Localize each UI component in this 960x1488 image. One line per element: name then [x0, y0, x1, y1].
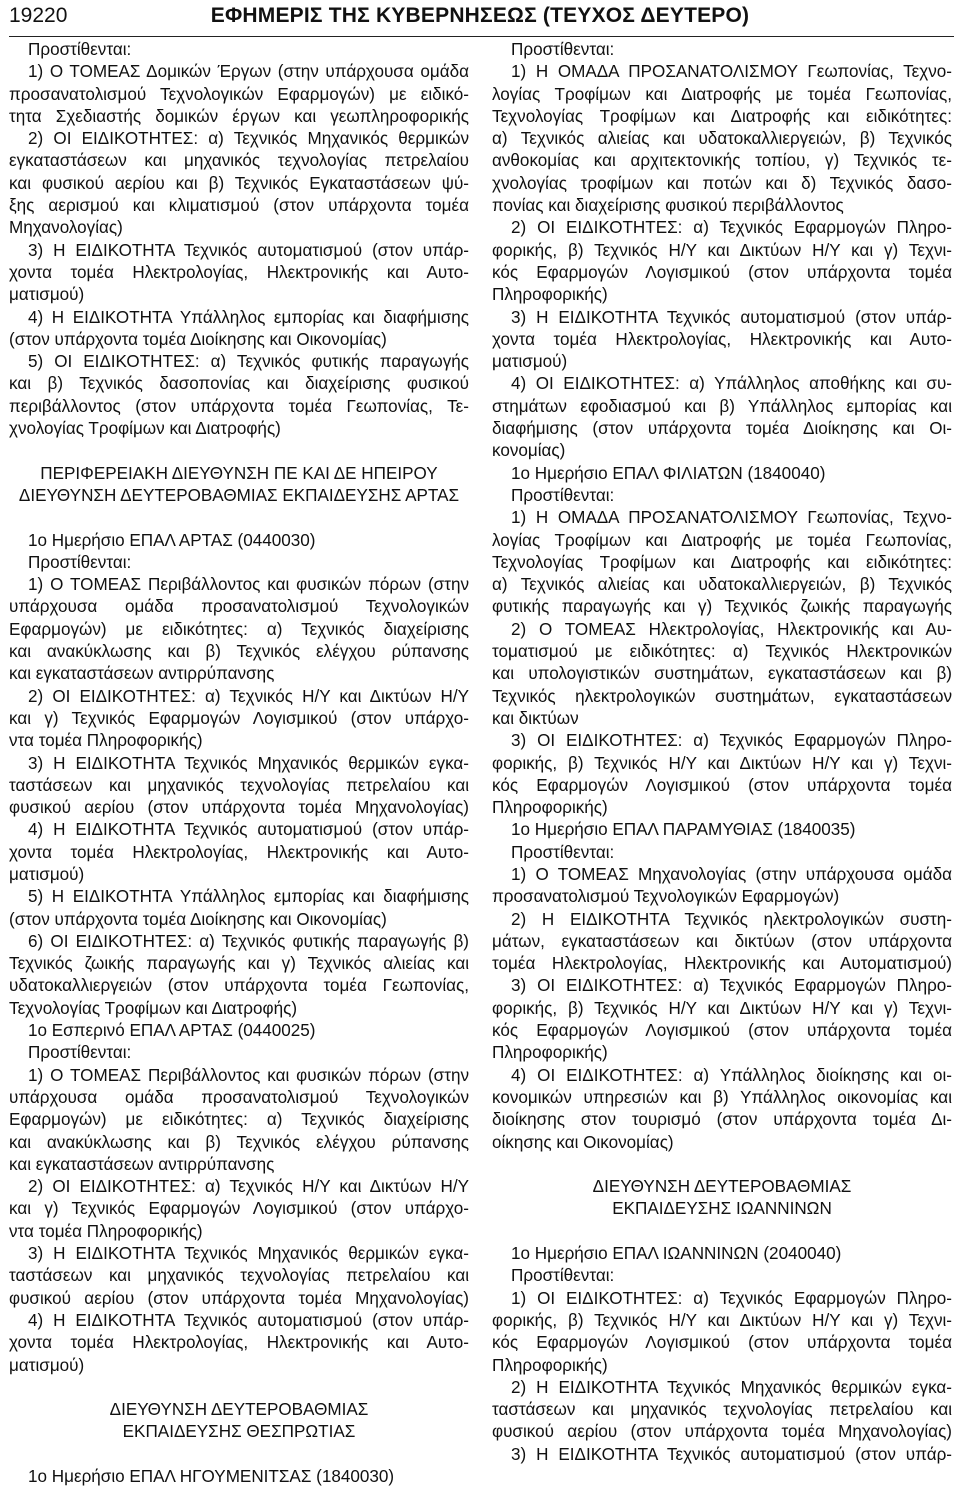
text-line: φορικής, β) Τεχνικός Η/Υ και Δικτύων Η/Υ και γ) Τεχνι- [492, 998, 952, 1018]
text-line: υπάρχουσα ομάδα προσανατολισμού Τεχνολογικών [9, 597, 469, 617]
header-rule [9, 36, 954, 37]
text-line: στημάτων εφοδιασμού και β) Υπάλληλος εμπορίας και [492, 396, 952, 416]
text-line: Προστίθενται: [28, 40, 132, 59]
text-line: φορικής, β) Τεχνικός Η/Υ και Δικτύων Η/Υ και γ) Τεχνι- [492, 1310, 952, 1330]
text-line: χνολογίας τροφίμων και ποτών και δ) Τεχνικός δασο- [492, 173, 952, 193]
text-line: 2) ΟΙ ΕΙΔΙΚΟΤΗΤΕΣ: α) Τεχνικός Μηχανικός θερμικών [28, 129, 469, 149]
text-line: οίκησης και Οικονομίας) [492, 1132, 674, 1152]
section-heading: ΠΕΡΙΦΕΡΕΙΑΚΗ ΔΙΕΥΘΥΝΣΗ ΠΕ ΚΑΙ ΔΕ ΗΠΕΙΡΟΥ [40, 463, 438, 483]
text-line: κονομίας) [492, 441, 566, 461]
text-line: και εγκαταστάσεων αντιρρύπανσης [9, 664, 275, 684]
section-heading: ΔΙΕΥΘΥΝΣΗ ΔΕΥΤΕΡΟΒΑΘΜΙΑΣ [592, 1177, 852, 1197]
text-line: 3) Η ΕΙΔΙΚΟΤΗΤΑ Τεχνικός Μηχανικός θερμικών εγκα- [28, 753, 469, 773]
text-line: λογίας Τροφίμων και Διατροφής με τομέα Γεωπονίας, [492, 84, 952, 104]
text-line: 2) Η ΕΙΔΙΚΟΤΗΤΑ Τεχνικός Μηχανικός θερμικών εγκα- [511, 1377, 952, 1397]
text-line: 2) Η ΕΙΔΙΚΟΤΗΤΑ Τεχνικός ηλεκτρολογικών συστη- [511, 909, 952, 929]
text-line: Εφαρμογών) με ειδικότητες: α) Τεχνικός διαχείρισης [9, 1110, 469, 1130]
text-line: 1) Ο ΤΟΜΕΑΣ Δομικών Έργων (στην υπάρχουσα ομάδα [28, 62, 469, 82]
text-line: και δικτύων [492, 708, 579, 728]
text-line: 1ο Ημερήσιο ΕΠΑΛ ΗΓΟΥΜΕΝΙΤΣΑΣ (1840030) [28, 1467, 395, 1486]
text-line: φυσικού αερίου (στον υπάρχοντα τομέα Μηχανολογίας) [9, 798, 469, 818]
text-line: 1) Η ΟΜΑΔΑ ΠΡΟΣΑΝΑΤΟΛΙΣΜΟΥ Γεωπονίας, Τεχνο- [511, 62, 952, 82]
text-line: 3) Η ΕΙΔΙΚΟΤΗΤΑ Τεχνικός αυτοματισμού (στον υπάρ- [28, 240, 469, 260]
section-heading: ΔΙΕΥΘΥΝΣΗ ΔΕΥΤΕΡΟΒΑΘΜΙΑΣ ΕΚΠΑΙΔΕΥΣΗΣ ΑΡΤΑΣ [18, 485, 460, 505]
text-line: 1) Ο ΤΟΜΕΑΣ Περιβάλλοντος και φυσικών πόρων (στην [28, 575, 469, 595]
text-line: 1ο Εσπερινό ΕΠΑΛ ΑΡΤΑΣ (0440025) [28, 1021, 316, 1041]
text-line: Προστίθενται: [511, 842, 615, 862]
text-line: 4) Η ΕΙΔΙΚΟΤΗΤΑ Υπάλληλος εμπορίας και διαφήμισης [28, 307, 469, 327]
text-line: Πληροφορικής) [492, 1043, 608, 1063]
text-line: ματισμού) [9, 285, 85, 305]
text-line: Εφαρμογών) με ειδικότητες: α) Τεχνικός διαχείρισης [9, 619, 469, 639]
text-line [9, 507, 469, 529]
text-line: α) Τεχνικός αλιείας και υδατοκαλλιεργειών, β) Τεχνικός [492, 129, 952, 149]
text-line: ταστάσεων και μηχανικός τεχνολογίας πετρελαίου και [9, 775, 469, 795]
text-line: 4) Η ΕΙΔΙΚΟΤΗΤΑ Τεχνικός αυτοματισμού (στον υπάρ- [28, 1310, 469, 1330]
text-line: Προστίθενται: [511, 40, 615, 59]
text-line: Τεχνολογίας Τροφίμων και Διατροφής και ειδικότητες: [492, 552, 952, 572]
text-line: και ανακύκλωσης και β) Τεχνικός ελέγχου ρύπανσης [9, 1132, 469, 1152]
text-line: 1) Ο ΤΟΜΕΑΣ Περιβάλλοντος και φυσικών πόρων (στην [28, 1065, 469, 1085]
text-line: (στον υπάρχοντα τομέα Διοίκησης και Οικονομίας) [9, 909, 387, 929]
page-number: 19220 [9, 4, 68, 27]
text-line: ματισμού) [9, 864, 85, 884]
text-line: χοντα τομέα Ηλεκτρολογίας, Ηλεκτρονικής και Αυτο- [492, 329, 952, 349]
text-line [9, 440, 469, 462]
text-line: 4) Η ΕΙΔΙΚΟΤΗΤΑ Τεχνικός αυτοματισμού (στον υπάρ- [28, 820, 469, 840]
text-line: 3) ΟΙ ΕΙΔΙΚΟΤΗΤΕΣ: α) Τεχνικός Εφαρμογών Πληρο- [511, 976, 952, 996]
text-line: πονίας και διαχείρισης φυσικού περιβάλλοντος [492, 196, 844, 216]
page-header [0, 0, 960, 40]
text-line: 2) ΟΙ ΕΙΔΙΚΟΤΗΤΕΣ: α) Τεχνικός Η/Υ και Δικτύων Η/Υ [28, 686, 469, 706]
section-heading: ΕΚΠΑΙΔΕΥΣΗΣ ΘΕΣΠΡΩΤΙΑΣ [122, 1422, 356, 1442]
text-line: μάτων, εγκαταστάσεων και δικτύων (στον υπάρχοντα [492, 931, 952, 951]
text-line: 1ο Ημερήσιο ΕΠΑΛ ΦΙΛΙΑΤΩΝ (1840040) [511, 463, 826, 483]
text-line: κός Εφαρμογών Λογισμικού (στον υπάρχοντα τομέα [492, 1333, 952, 1353]
text-line: 3) ΟΙ ΕΙΔΙΚΟΤΗΤΕΣ: α) Τεχνικός Εφαρμογών Πληρο- [511, 731, 952, 751]
text-line: Τεχνικός ζωικής παραγωγής και γ) Τεχνικός αλιείας και [9, 954, 469, 974]
text-line: χοντα τομέα Ηλεκτρολογίας, Ηλεκτρονικής και Αυτο- [9, 1333, 469, 1353]
text-line: 1) ΟΙ ΕΙΔΙΚΟΤΗΤΕΣ: α) Τεχνικός Εφαρμογών Πληρο- [511, 1288, 952, 1308]
text-line: Πληροφορικής) [492, 1355, 608, 1375]
text-line: 1) Η ΟΜΑΔΑ ΠΡΟΣΑΝΑΤΟΛΙΣΜΟΥ Γεωπονίας, Τεχνο- [511, 508, 952, 528]
text-line: φορικής, β) Τεχνικός Η/Υ και Δικτύων Η/Υ και γ) Τεχνι- [492, 753, 952, 773]
text-line: Πληροφορικής) [492, 798, 608, 818]
text-line: Τεχνολογίας Τροφίμων και Διατροφής) [9, 998, 298, 1018]
text-line: α) Τεχνικός αλιείας και υδατοκαλλιεργειών, β) Τεχνικός [492, 575, 952, 595]
text-line: κός Εφαρμογών Λογισμικού (στον υπάρχοντα τομέα [492, 775, 952, 795]
text-line: εγκαταστάσεων και μηχανικός τεχνολογίας πετρελαίου [9, 151, 469, 171]
text-line: και γ) Τεχνικός Εφαρμογών Λογισμικού (στον υπάρχο- [9, 1199, 469, 1219]
text-line: Προστίθενται: [511, 485, 615, 505]
text-line: Προστίθενται: [28, 552, 132, 572]
text-line: διαφήμισης (στον υπάρχοντα τομέα Διοίκησης και Οι- [492, 419, 952, 439]
text-line: και β) Τεχνικός δασοπονίας και διαχείρισης φυσικού [9, 374, 469, 394]
text-line: φυσικού αερίου (στον υπάρχοντα τομέα Μηχανολογίας) [492, 1422, 952, 1442]
text-line: 3) Η ΕΙΔΙΚΟΤΗΤΑ Τεχνικός αυτοματισμού (στον υπάρ- [511, 1444, 952, 1464]
text-line: ανθοκομίας και αρχιτεκτονικής τοπίου, γ) Τεχνικός τε- [492, 151, 952, 171]
left-column [9, 39, 469, 1488]
right-column [492, 39, 952, 1466]
text-line: 1ο Ημερήσιο ΕΠΑΛ ΠΑΡΑΜΥΘΙΑΣ (1840035) [511, 820, 856, 840]
text-line: 3) Η ΕΙΔΙΚΟΤΗΤΑ Τεχνικός Μηχανικός θερμικών εγκα- [28, 1244, 469, 1264]
text-line: 1ο Ημερήσιο ΕΠΑΛ ΙΩΑΝΝΙΝΩΝ (2040040) [511, 1244, 842, 1264]
text-line: διοίκησης στον τουρισμό (στον υπάρχοντα τομέα Δι- [492, 1110, 952, 1130]
text-line: ντα τομέα Πληροφορικής) [9, 731, 203, 751]
text-line: ματισμού) [492, 352, 568, 372]
text-line: 2) ΟΙ ΕΙΔΙΚΟΤΗΤΕΣ: α) Τεχνικός Η/Υ και Δικτύων Η/Υ [28, 1177, 469, 1197]
text-line: χνολογίας Τροφίμων και Διατροφής) [9, 419, 281, 439]
text-line: και φυσικού αερίου και β) Τεχνικός Εγκαταστάσεων ψύ- [9, 173, 469, 193]
text-line: Μηχανολογίας) [9, 218, 123, 238]
text-line: φυσικού αερίου (στον υπάρχοντα τομέα Μηχανολογίας) [9, 1288, 469, 1308]
text-line: κός Εφαρμογών Λογισμικού (στον υπάρχοντα τομέα [492, 262, 952, 282]
text-line: κονομικών υπηρεσιών και β) Υπάλληλος οικονομίας και [492, 1087, 952, 1107]
text-line: ματισμού) [9, 1355, 85, 1375]
text-line: Προστίθενται: [511, 1266, 615, 1286]
gazette-title: ΕΦΗΜΕΡΙΣ ΤΗΣ ΚΥΒΕΡΝΗΣΕΩΣ (ΤΕΥΧΟΣ ΔΕΥΤΕΡΟ) [210, 4, 750, 27]
text-line: χοντα τομέα Ηλεκτρολογίας, Ηλεκτρονικής και Αυτο- [9, 262, 469, 282]
text-line: χοντα τομέα Ηλεκτρολογίας, Ηλεκτρονικής και Αυτο- [9, 842, 469, 862]
text-line: προσανατολισμού Τεχνολογικών Εφαρμογών) [492, 887, 840, 907]
text-line: τομέα Ηλεκτρολογίας, Ηλεκτρονικής και Αυτοματισμού) [492, 954, 952, 974]
text-line [492, 1221, 952, 1243]
text-line: ντα τομέα Πληροφορικής) [9, 1221, 203, 1241]
text-line: τοματισμού με ειδικότητες: α) Τεχνικός Ηλεκτρονικών [492, 642, 952, 662]
text-line: υπάρχουσα ομάδα προσανατολισμού Τεχνολογικών [9, 1087, 469, 1107]
text-line: 2) Ο ΤΟΜΕΑΣ Ηλεκτρολογίας, Ηλεκτρονικής και Αυ- [511, 619, 952, 639]
text-line [492, 1154, 952, 1176]
text-line [9, 1444, 469, 1466]
text-line [9, 1377, 469, 1399]
text-line: ταστάσεων και μηχανικός τεχνολογίας πετρελαίου και [9, 1266, 469, 1286]
text-line: Τεχνολογίας Τροφίμων και Διατροφής και ειδικότητες: [492, 106, 952, 126]
text-line: προσανατολισμού Τεχνολογικών Εφαρμογών) με ειδικό- [9, 84, 469, 104]
text-line: υδατοκαλλιεργειών (στον υπάρχοντα τομέα Γεωπονίας, [9, 976, 469, 996]
text-line: 4) ΟΙ ΕΙΔΙΚΟΤΗΤΕΣ: α) Υπάλληλος αποθήκης και συ- [511, 374, 952, 394]
text-line: 5) ΟΙ ΕΙΔΙΚΟΤΗΤΕΣ: α) Τεχνικός φυτικής παραγωγής [28, 352, 469, 372]
text-line: και υπολογιστικών συστημάτων, εγκαταστάσεων και β) [492, 664, 952, 684]
text-line: τητα Σχεδιαστής δομικών έργων και γεωπληροφορικής [9, 106, 469, 126]
text-line: και εγκαταστάσεων αντιρρύπανσης [9, 1154, 275, 1174]
text-line: 5) Η ΕΙΔΙΚΟΤΗΤΑ Υπάλληλος εμπορίας και διαφήμισης [28, 887, 469, 907]
text-line: 1) Ο ΤΟΜΕΑΣ Μηχανολογίας (στην υπάρχουσα ομάδα [511, 864, 952, 884]
text-line: περιβάλλοντος (στον υπάρχοντα τομέα Γεωπονίας, Τε- [9, 396, 469, 416]
section-heading: ΔΙΕΥΘΥΝΣΗ ΔΕΥΤΕΡΟΒΑΘΜΙΑΣ [109, 1400, 369, 1420]
text-line: 2) ΟΙ ΕΙΔΙΚΟΤΗΤΕΣ: α) Τεχνικός Εφαρμογών Πληρο- [511, 218, 952, 238]
text-line: και γ) Τεχνικός Εφαρμογών Λογισμικού (στον υπάρχο- [9, 708, 469, 728]
text-line: φορικής, β) Τεχνικός Η/Υ και Δικτύων Η/Υ και γ) Τεχνι- [492, 240, 952, 260]
text-line: και ανακύκλωσης και β) Τεχνικός ελέγχου ρύπανσης [9, 642, 469, 662]
text-line: Πληροφορικής) [492, 285, 608, 305]
section-heading: ΕΚΠΑΙΔΕΥΣΗΣ ΙΩΑΝΝΙΝΩΝ [612, 1199, 832, 1219]
text-line: 3) Η ΕΙΔΙΚΟΤΗΤΑ Τεχνικός αυτοματισμού (στον υπάρ- [511, 307, 952, 327]
text-line: φυτικής παραγωγής και γ) Τεχνικός ζωικής παραγωγής [492, 597, 952, 617]
text-line: (στον υπάρχοντα τομέα Διοίκησης και Οικονομίας) [9, 329, 387, 349]
text-line: 4) ΟΙ ΕΙΔΙΚΟΤΗΤΕΣ: α) Υπάλληλος διοίκησης και οι- [511, 1065, 952, 1085]
text-line: 6) ΟΙ ΕΙΔΙΚΟΤΗΤΕΣ: α) Τεχνικός φυτικής παραγωγής β) [28, 931, 469, 951]
text-line: κός Εφαρμογών Λογισμικού (στον υπάρχοντα τομέα [492, 1021, 952, 1041]
text-line: ταστάσεων και μηχανικός τεχνολογίας πετρελαίου και [492, 1400, 952, 1420]
text-line: 1ο Ημερήσιο ΕΠΑΛ ΑΡΤΑΣ (0440030) [28, 530, 316, 550]
text-line: λογίας Τροφίμων και Διατροφής με τομέα Γεωπονίας, [492, 530, 952, 550]
text-line: Τεχνικός ηλεκτρολογικών συστημάτων, εγκαταστάσεων [492, 686, 952, 706]
text-line: Προστίθενται: [28, 1043, 132, 1063]
text-line: ξης αερισμού και κλιματισμού (στον υπάρχοντα τομέα [9, 196, 469, 216]
